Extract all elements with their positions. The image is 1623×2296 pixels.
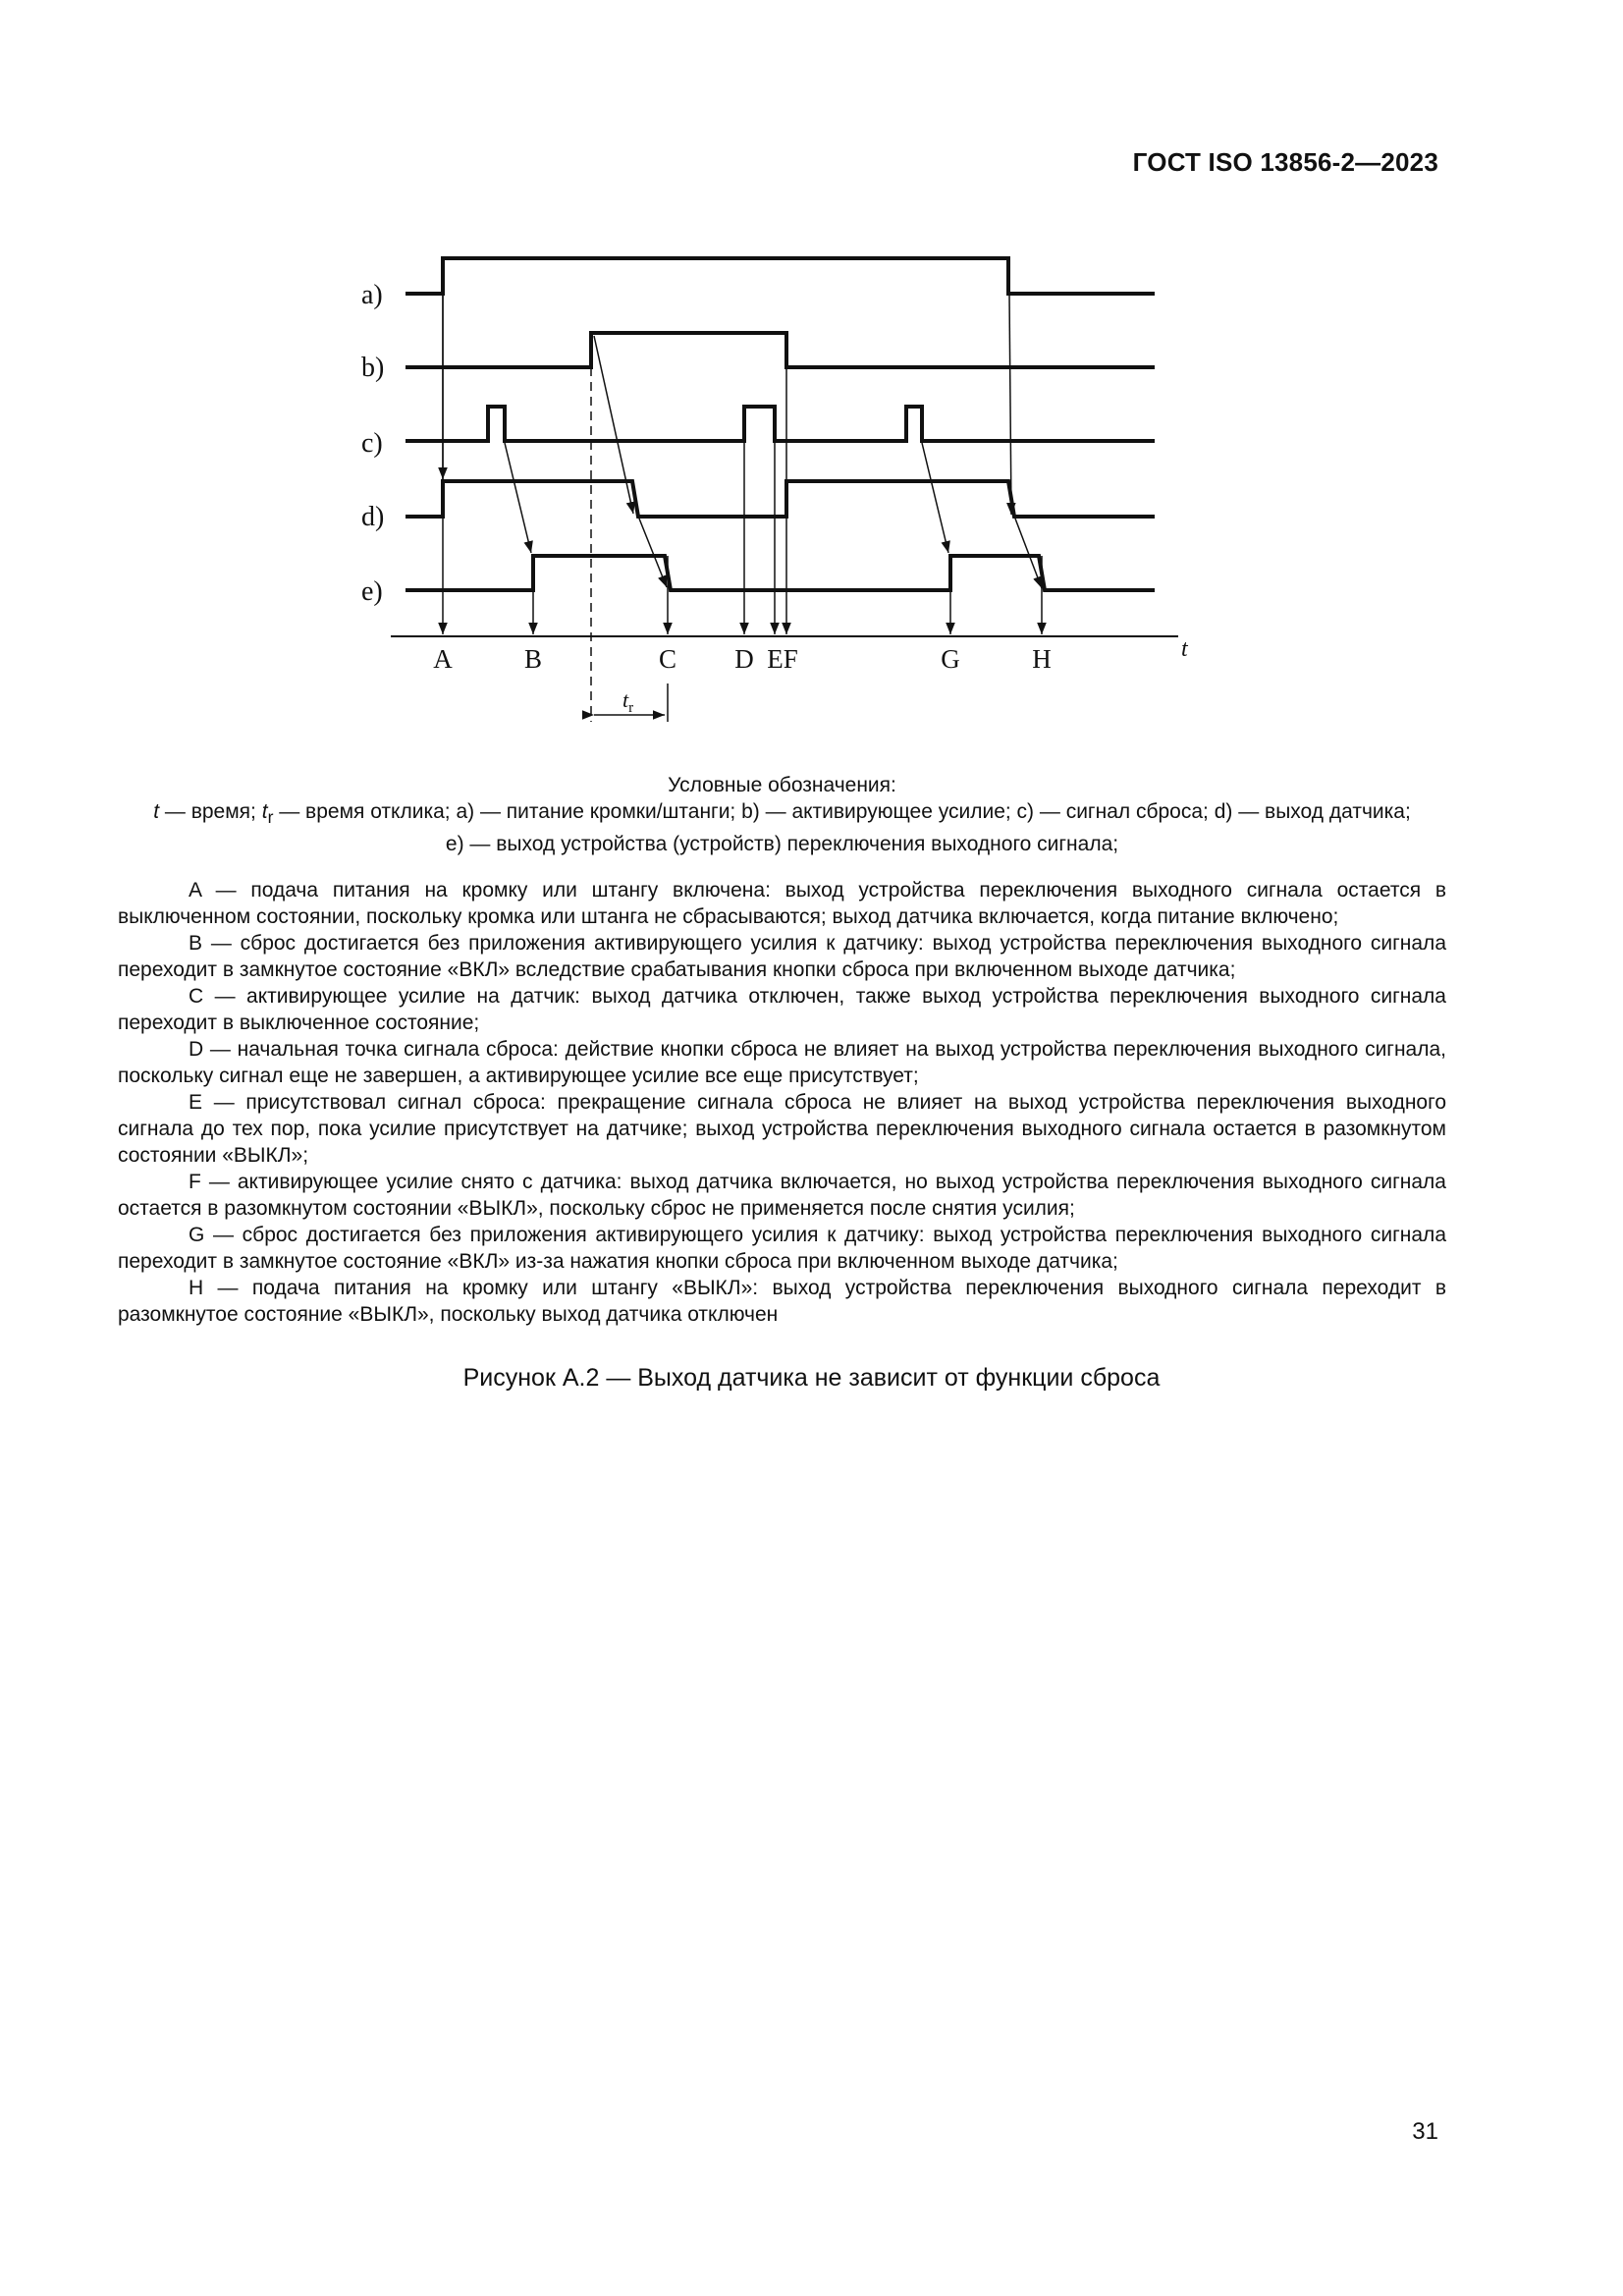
event-label-G: G [941,644,960,674]
causal-arrow-d-off-to-e-off [639,519,667,587]
figure-caption: Рисунок А.2 — Выход датчика не зависит от функции сброса [462,1364,1161,1392]
signal-label-e: e) [361,576,383,607]
waveform-b-actuating-force [406,333,1155,367]
event-label-B: B [523,644,543,674]
event-label-A: A [433,644,453,674]
response-time-label: $t_r$ [622,687,634,716]
signal-label-b: b) [361,353,385,383]
legend-heading: Условные обозначения: [668,774,896,796]
note-E: E — присутствовал сигнал сброса: прекращение сигнала сброса не влияет на выход устройства переключения выходного сигнала до тех пор, пока усилие присутствует на датчике; выход устройства переключения выходного сигнала остается в разомкнутом состоянии «ВЫКЛ»; [118,1091,1446,1167]
waveform-c-reset-signal [406,407,1155,441]
legend-line-2: e) — выход устройства (устройств) переключения выходного сигнала; [445,833,1119,856]
signal-label-a: a) [361,280,383,310]
legend-line-1: t — время; $t_r$ — время отклика; a) — питание кромки/штанги; b) — активирующее усилие; c) — сигнал сброса; d) — выход датчика; [153,800,1411,828]
note-H: H — подача питания на кромку или штангу «ВЫКЛ»: выход устройства переключения выходного сигнала переходит в разомкнутое состояние «ВЫКЛ», поскольку выход датчика отключен [118,1277,1446,1326]
causal-arrow-reset-g-to-output-on [922,443,948,553]
signal-label-d: d) [361,502,385,532]
signal-label-c: c) [361,428,383,459]
event-label-D: D [734,644,754,674]
note-D: D — начальная точка сигнала сброса: действие кнопки сброса не влияет на выход устройства переключения выходного сигнала, поскольку сигнал еще не завершен, а активирующее усилие все еще присутствует; [118,1038,1446,1087]
document-header: ГОСТ ISO 13856-2—2023 [1132,147,1438,177]
note-B: B — сброс достигается без приложения активирующего усилия к датчику: выход устройства переключения выходного сигнала переходит в замкнутое состояние «ВКЛ» вследствие срабатывания кнопки сброса при включенном выходе датчика; [118,932,1446,981]
note-G: G — сброс достигается без приложения активирующего усилия к датчику: выход устройства переключения выходного сигнала переходит в замкнутое состояние «ВКЛ» из-за нажатия кнопки сброса при включенном выходе датчика; [118,1224,1446,1273]
page-number: 31 [1412,2118,1438,2145]
causal-arrow-force-to-d-off [594,336,633,514]
legend [118,772,1446,857]
event-notes [118,877,1446,1328]
event-label-EF: EF [767,644,798,674]
event-label-H: H [1032,644,1052,674]
waveform-a-power [406,258,1155,294]
note-A: A — подача питания на кромку или штангу включена: выход устройства переключения выходного сигнала остается в выключенном состоянии, поскольку кромка или штанга не сбрасываются; выход датчика включается, когда питание включено; [118,879,1446,928]
event-label-C: C [658,644,677,674]
time-axis-label: t [1181,636,1188,662]
causal-arrow-reset-to-output-on [505,443,531,553]
note-C: C — активирующее усилие на датчик: выход датчика отключен, также выход устройства переключения выходного сигнала переходит в выключенное состояние; [118,985,1446,1034]
causal-arrow-d-off-to-e-off-h [1015,519,1042,588]
timing-diagram [0,0,1623,746]
note-F: F — активирующее усилие снято с датчика: выход датчика включается, но выход устройства переключения выходного сигнала остается в разомкнутом состоянии «ВЫКЛ», поскольку сброс не применяется после снятия усилия; [118,1171,1446,1220]
